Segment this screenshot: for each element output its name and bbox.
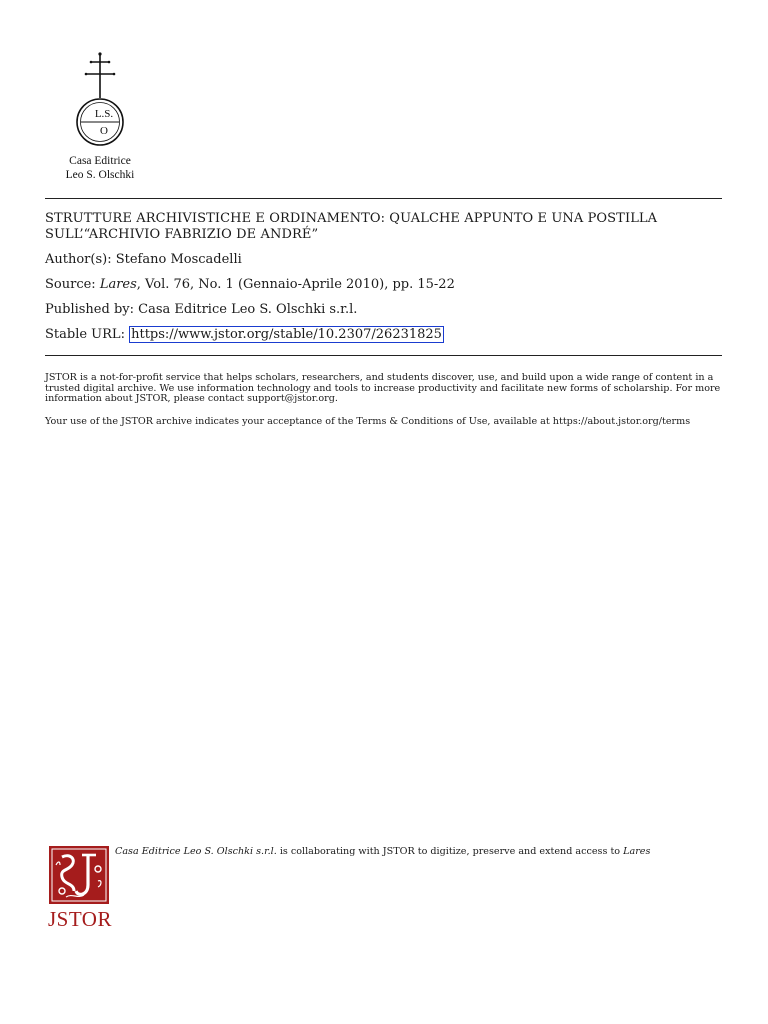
publisher-logo xyxy=(52,52,148,184)
publisher-name-line1: Casa Editrice xyxy=(69,155,131,167)
publisher-name xyxy=(52,154,148,182)
author-label: Author(s): xyxy=(45,252,112,267)
stable-url-label: Stable URL: xyxy=(45,327,125,342)
stable-url-link[interactable]: https://www.jstor.org/stable/10.2307/26231825 xyxy=(131,327,442,342)
author-line xyxy=(45,252,725,268)
jstor-logo xyxy=(48,845,114,935)
publisher-line xyxy=(45,302,725,318)
article-title: STRUTTURE ARCHIVISTICHE E ORDINAMENTO: QUALCHE APPUNTO E UNA POSTILLA SULL’“ARCHIVIO FABRIZIO DE ANDRÉ” xyxy=(45,211,658,242)
collab-text: is collaborating with JSTOR to digitize, preserve and extend access to xyxy=(276,846,624,857)
stable-url-line xyxy=(45,327,725,343)
source-label: Source: xyxy=(45,277,96,292)
collaboration-note xyxy=(115,846,715,857)
article-metadata xyxy=(45,211,725,352)
seal-text-bottom: O xyxy=(100,125,108,137)
middle-divider xyxy=(45,355,722,356)
jstor-about-notice: JSTOR is a not-for-profit service that helps scholars, researchers, and students discover, use, and build upon a wide range of content in a trusted digital archive. We use information technology and tools to increase productivity and facilitate new forms of scholarship. For more information about JSTOR, please contact support@jstor.org. xyxy=(45,372,721,405)
olschki-seal-icon xyxy=(74,52,126,152)
jstor-wordmark: JSTOR xyxy=(48,907,112,931)
publisher-name-line2: Leo S. Olschki xyxy=(65,169,135,181)
collab-publisher: Casa Editrice Leo S. Olschki s.r.l. xyxy=(115,846,277,857)
publisher-label: Published by: xyxy=(45,302,134,317)
jstor-emblem-icon xyxy=(48,845,110,905)
terms-notice: Your use of the JSTOR archive indicates your acceptance of the Terms & Conditions of Use, available at https://about.jstor.org/terms xyxy=(45,416,691,427)
collab-journal: Lares xyxy=(623,846,651,857)
top-divider xyxy=(45,198,722,199)
source-line xyxy=(45,277,725,293)
author-name: Stefano Moscadelli xyxy=(115,252,242,267)
source-details: , Vol. 76, No. 1 (Gennaio-Aprile 2010), pp. 15-22 xyxy=(136,277,455,292)
source-journal: Lares xyxy=(99,277,137,292)
seal-text-top: L.S. xyxy=(94,108,114,120)
publisher-value: Casa Editrice Leo S. Olschki s.r.l. xyxy=(138,302,358,317)
